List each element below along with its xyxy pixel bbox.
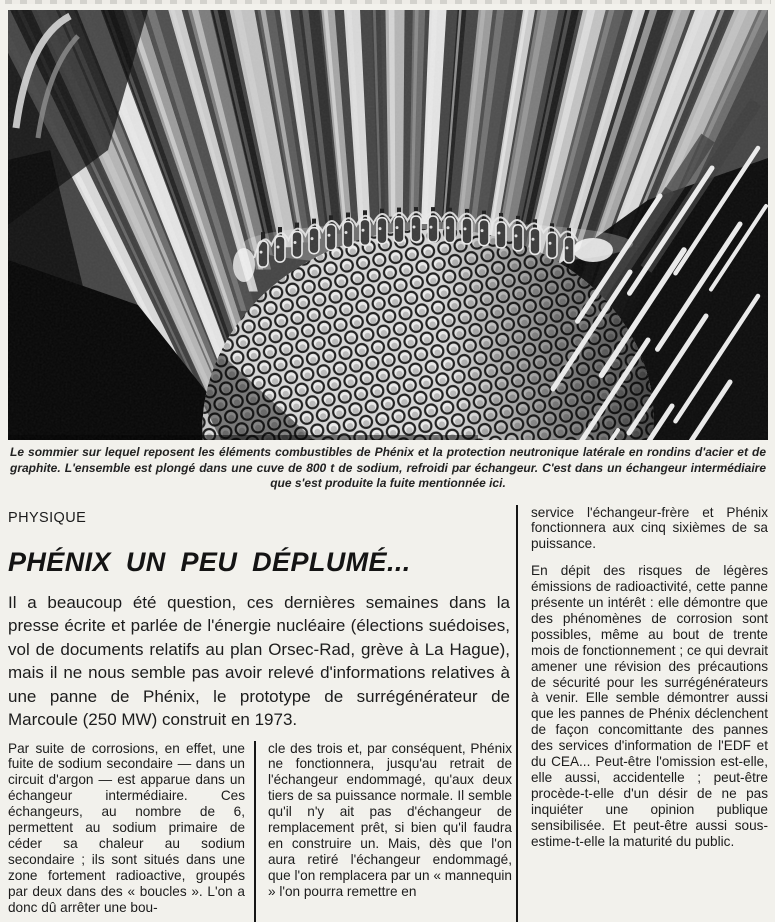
paragraph: Par suite de corrosions, en effet, une fuite de sodium secondaire — dans un circuit d'argon — est apparue dans un échangeur intermédiaire. Ces échangeurs, au nombre de 6, permettent au sodium primaire de céder sa chaleur au sodium secondaire ; ils sont situés dans une zone fortement radioactive, groupés par deux dans des « boucles ». L'on a donc dû arrêter une bou- xyxy=(8,740,245,915)
left-column-zone xyxy=(8,505,516,922)
article-title: PHÉNIX UN PEU DÉPLUMÉ... xyxy=(8,546,411,577)
article-intro: Il a beaucoup été question, ces dernières semaines dans la presse écrite et parlée de l'énergie nucléaire (élections suédoises, vol de documents relatifs au plan Orsec-Rad, grève à La Hague), mais il ne nous semble pas avoir relevé d'informations relatives à une panne de Phénix, le prototype de surrégénérateur de Marcoule (250 MW) construit en 1973. xyxy=(8,592,510,729)
body-column-right xyxy=(516,505,768,922)
reactor-photo xyxy=(8,10,768,440)
section-rubric: PHYSIQUE xyxy=(8,509,87,526)
reactor-photo-illustration xyxy=(8,10,768,440)
page-top-edge xyxy=(5,0,771,4)
two-column-block xyxy=(8,741,516,922)
paragraph: service l'échangeur-frère et Phénix fonctionnera aux cinq sixièmes de sa puissance. xyxy=(531,504,768,552)
body-column-middle xyxy=(254,741,516,922)
photo-caption: Le sommier sur lequel reposent les éléments combustibles de Phénix et la protection neutronique latérale en rondins d'acier et de graphite. L'ensemble est plongé dans une cuve de 800 t de sodium, refroidi par échangeur. C'est dans un échangeur intermédiaire que s'est produite la fuite mentionnée ici. xyxy=(10,445,766,490)
paragraph: En dépit des risques de légères émissions de radioactivité, cette panne présente un intérêt : elle démontre que des phénomènes de corrosion sont possibles, même au bout de trente mois de fonctionnement ; ce qui devrait amener une révision des précautions de sécurité pour les surrégénérateurs à venir. Elle semble démontrer aussi que les pannes de Phénix déclenchent de façon concomittante des pannes des services d'information de l'EDF et du CEA... Peut-être l'omission est-elle, elle aussi, accidentelle ; peut-être procède-t-elle d'un désir de ne pas inquiéter une opinion publique sensibilisée. Et peut-être aussi sous-estime-t-elle la maturité du public. xyxy=(531,563,768,849)
body-column-left xyxy=(8,741,254,922)
article-body xyxy=(8,505,768,922)
paragraph: cle des trois et, par conséquent, Phénix ne fonctionnera, jusqu'au retrait de l'échangeur endommagé, qu'aux deux tiers de sa puissance normale. Il semble qu'il n'y ait pas d'échangeur de remplacement prêt, si bien qu'il faudra en construire un. Mais, dès que l'on aura retiré l'échangeur endommagé, que l'on remplacera par un « mannequin » l'on pourra remettre en xyxy=(268,740,512,899)
